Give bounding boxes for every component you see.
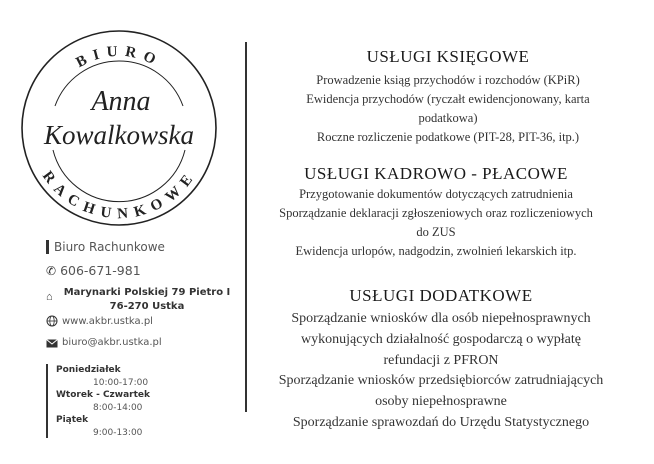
service-line: Sporządzanie deklaracji zgłoszeniowych oraz rozliczeniowych bbox=[279, 206, 593, 220]
svg-text:RACHUNKOWE bbox=[39, 168, 198, 222]
company-name: Biuro Rachunkowe bbox=[54, 240, 165, 254]
service-line: Sporządzanie wniosków przedsiębiorców zatrudniających bbox=[278, 373, 604, 389]
logo-last-name: Kowalkowska bbox=[43, 120, 195, 150]
service-line: Roczne rozliczenie podatkowe (PIT-28, PIT-36, itp.) bbox=[316, 130, 580, 144]
service-line: wykonujących działalność gospodarczą o wypłatę bbox=[301, 331, 581, 347]
service-line: do ZUS bbox=[416, 225, 456, 239]
address-line-1: Marynarki Polskiej 79 Pietro I bbox=[63, 287, 231, 298]
phone-row[interactable] bbox=[46, 263, 141, 278]
service-line: Ewidencja urlopów, nadgodzin, zwolnień lekarskich itp. bbox=[295, 244, 577, 258]
globe-icon bbox=[46, 315, 58, 327]
website-link[interactable]: www.akbr.ustka.pl bbox=[62, 315, 153, 327]
hours-day: Poniedziałek bbox=[56, 365, 121, 375]
section-additional bbox=[243, 286, 639, 434]
hours-time: 9:00-13:00 bbox=[93, 427, 143, 438]
phone-number: 606-671-981 bbox=[60, 263, 141, 278]
envelope-icon bbox=[46, 338, 58, 348]
logo-top-text: BIURO bbox=[73, 43, 165, 72]
service-line: Przygotowanie dokumentów dotyczących zatrudnienia bbox=[299, 187, 573, 201]
svg-text:BIURO bbox=[74, 44, 165, 71]
logo bbox=[17, 26, 221, 230]
website-row[interactable] bbox=[46, 315, 153, 327]
hours-day: Wtorek - Czwartek bbox=[56, 390, 151, 400]
logo-first-name: Anna bbox=[91, 86, 151, 117]
section-title: USŁUGI DODATKOWE bbox=[349, 286, 533, 305]
service-line: Prowadzenie ksiąg przychodów i rozchodów (KPiR) bbox=[316, 73, 580, 87]
service-line: Sporządzanie wniosków dla osób niepełnosprawnych bbox=[291, 311, 591, 326]
address-line-2: 76-270 Ustka bbox=[109, 301, 185, 312]
accent-bar bbox=[46, 240, 49, 254]
hours-time: 10:00-17:00 bbox=[93, 377, 149, 388]
logo-bottom-text: RACHUNKOWE bbox=[39, 168, 199, 222]
service-line: Sporządzanie sprawozdań do Urzędu Statystycznego bbox=[292, 414, 590, 430]
home-icon: ⌂ bbox=[46, 291, 53, 303]
phone-icon: ✆ bbox=[46, 263, 57, 278]
service-line: osoby niepełnosprawne bbox=[375, 394, 507, 410]
service-line: Ewidencja przychodów (ryczałt ewidencjonowany, karta bbox=[306, 92, 590, 106]
section-title: USŁUGI KADROWO - PŁACOWE bbox=[304, 164, 568, 183]
opening-hours bbox=[46, 364, 206, 438]
address bbox=[62, 286, 232, 314]
service-line: podatkowa) bbox=[418, 111, 478, 125]
email-link[interactable]: biuro@akbr.ustka.pl bbox=[62, 337, 162, 348]
service-line: refundacji z PFRON bbox=[383, 352, 499, 368]
section-hr-payroll bbox=[238, 164, 634, 261]
section-title: USŁUGI KSIĘGOWE bbox=[366, 47, 530, 66]
hours-day: Piątek bbox=[56, 415, 89, 425]
hours-time: 8:00-14:00 bbox=[93, 402, 143, 413]
section-accounting bbox=[250, 47, 646, 147]
email-row[interactable] bbox=[46, 337, 162, 348]
